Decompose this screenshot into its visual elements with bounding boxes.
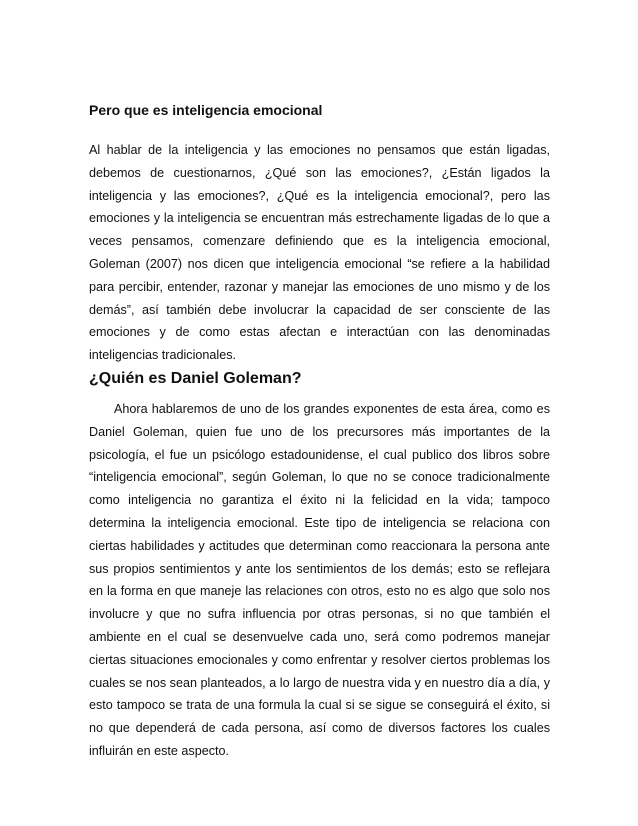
section-heading-emotional-intelligence: Pero que es inteligencia emocional (89, 102, 323, 118)
paragraph-emotional-intelligence: Al hablar de la inteligencia y las emociones no pensamos que están ligadas, debemos de cuestionarnos, ¿Qué son las emociones?, ¿Están ligados la inteligencia y las emociones?, ¿Qué es la inteligencia emocional?, pero las emociones y la inteligencia se encuentran más estrechamente ligadas de lo que a veces pensamos, comenzare definiendo que es la inteligencia emocional, Goleman (2007) nos dicen que inteligencia emocional “se refiere a la habilidad para percibir, entender, razonar y manejar las emociones de uno mismo y de los demás”, así también debe involucrar la capacidad de ser consciente de las emociones y de como estas afectan e interactúan con las denominadas inteligencias tradicionales. (89, 143, 550, 363)
paragraph-daniel-goleman: Ahora hablaremos de uno de los grandes exponentes de esta área, como es Daniel Goleman, quien fue uno de los precursores más importantes de la psicología, el fue un psicólogo estadounidense, el cual publico dos libros sobre “inteligencia emocional”, según Goleman, lo que no se conoce tradicionalmente como inteligencia no garantiza el éxito ni la felicidad en la vida; tampoco determina la inteligencia emocional. Este tipo de inteligencia se relaciona con ciertas habilidades y actitudes que determinan como reaccionara la persona ante sus propios sentimientos y ante los sentimientos de los demás; esto se reflejara en la forma en que maneje las relaciones con otros, esto no es algo que solo nos involucre y que no sufra influencia por otras personas, si no que también el ambiente en el cual se desenvuelve cada uno, será como podremos manejar ciertas situaciones emocionales y como enfrentar y resolver ciertos problemas los cuales se nos sean planteados, a lo largo de nuestra vida y en nuestro día a día, y esto tampoco se trata de una formula la cual si se sigue se conseguirá el éxito, si no que dependerá de cada persona, así como de diversos factores los cuales influirán en este aspecto. (89, 402, 550, 758)
section-heading-daniel-goleman: ¿Quién es Daniel Goleman? (89, 370, 302, 387)
